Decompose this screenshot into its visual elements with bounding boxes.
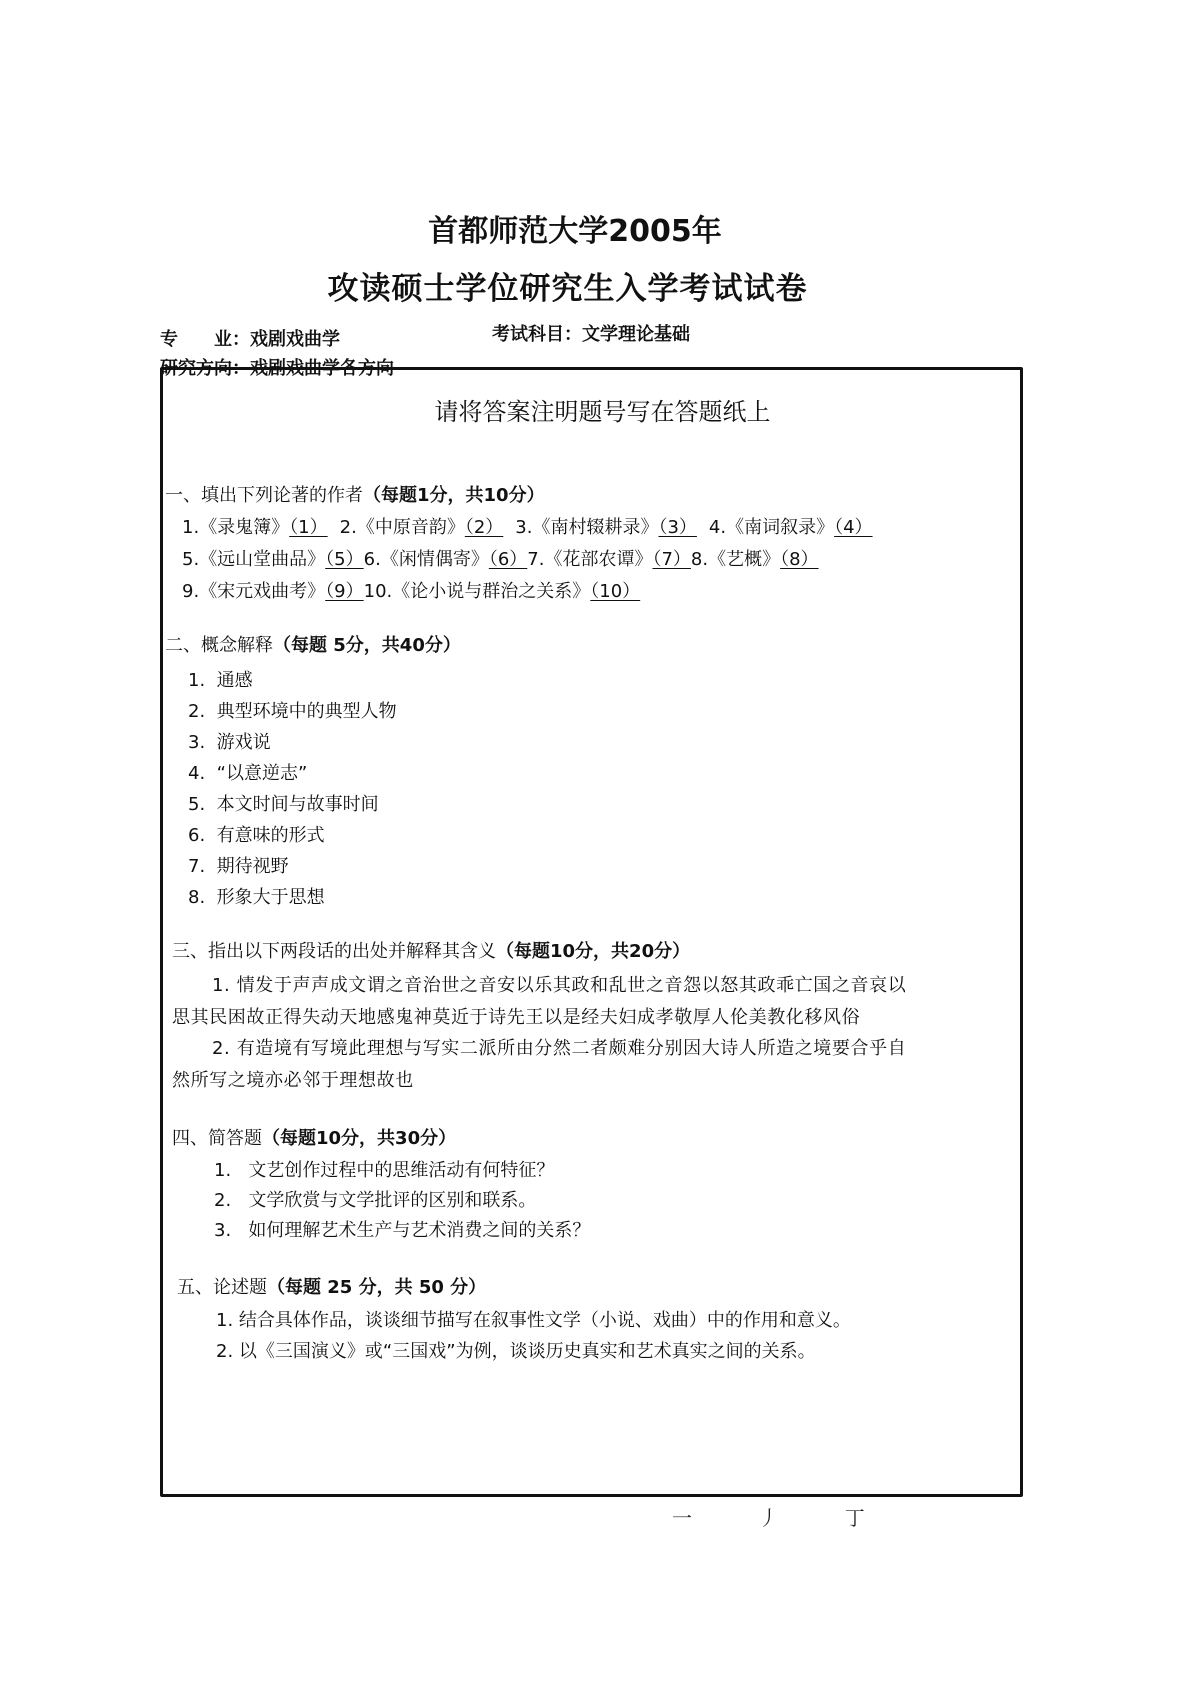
fill-item-work: 《宋元戏曲考》 xyxy=(199,581,326,602)
direction-label: 研究方向： xyxy=(160,358,250,379)
answer-blank: （9） xyxy=(325,581,364,602)
answer-blank: （6） xyxy=(488,549,528,570)
fill-item-num: 7. xyxy=(527,549,545,570)
section-4-title: 四、简答题 xyxy=(172,1128,262,1149)
section-3-title: 三、指出以下两段话的出处并解释其含义 xyxy=(172,941,496,962)
answer-blank: （5） xyxy=(325,549,364,570)
fill-item-num: 5. xyxy=(182,549,200,570)
fill-item-num: 6. xyxy=(363,549,381,570)
answer-instruction: 请将答案注明题号写在答题纸上 xyxy=(434,398,771,426)
fill-item-work: 《中原音韵》 xyxy=(356,517,465,538)
item-text: 结合具体作品，谈谈细节描写在叙事性文学（小说、戏曲）中的作用和意义。 xyxy=(238,1310,851,1331)
list-item xyxy=(188,790,379,816)
item-text: 以《三国演义》或“三国戏”为例，谈谈历史真实和艺术真实之间的关系。 xyxy=(238,1341,816,1362)
list-item xyxy=(214,1156,554,1182)
item-text: 通感 xyxy=(216,670,253,691)
fill-item-work: 《录鬼簿》 xyxy=(199,517,290,538)
section-2-title: 二、概念解释 xyxy=(165,635,273,656)
fill-item-work: 《艺概》 xyxy=(708,549,781,570)
fill-line-3 xyxy=(182,577,640,603)
list-item xyxy=(188,759,307,785)
fill-item-num: 2. xyxy=(339,517,357,538)
item-text: 典型环境中的典型人物 xyxy=(216,701,397,722)
quote-1-line-1: 1. 情发于声声成文谓之音治世之音安以乐其政和乱世之音怨以怒其政乖亡国之音哀以 xyxy=(212,975,907,996)
item-number: 3. xyxy=(188,732,206,753)
answer-blank: （2） xyxy=(464,517,504,538)
list-item xyxy=(188,821,325,847)
answer-blank: （4） xyxy=(834,517,873,538)
section-5-points: （每题 25 分，共 50 分） xyxy=(267,1277,487,1298)
fill-item-num: 9. xyxy=(182,581,200,602)
item-number: 1. xyxy=(214,1160,232,1181)
section-4-heading xyxy=(172,1124,456,1150)
fill-item-num: 3. xyxy=(515,517,533,538)
section-5-title: 五、论述题 xyxy=(177,1277,267,1298)
answer-blank: （7） xyxy=(652,549,691,570)
section-5-heading xyxy=(177,1273,486,1299)
fill-item-work: 《南村辍耕录》 xyxy=(532,517,659,538)
subject-info xyxy=(492,320,690,346)
item-text: 期待视野 xyxy=(216,856,289,877)
item-text: 形象大于思想 xyxy=(216,887,325,908)
item-text: “以意逆志” xyxy=(216,763,308,784)
fill-item-work: 《论小说与群治之关系》 xyxy=(392,581,591,602)
fill-item-num: 1. xyxy=(182,517,200,538)
list-item xyxy=(188,666,253,692)
list-item xyxy=(188,883,325,909)
list-item xyxy=(214,1216,590,1242)
item-number: 2. xyxy=(216,1341,234,1362)
list-item xyxy=(188,728,271,754)
quote-2-line-1: 2. 有造境有写境此理想与写实二派所由分然二者颇难分别因大诗人所造之境要合乎自 xyxy=(212,1038,907,1059)
subject-value: 文学理论基础 xyxy=(582,324,690,345)
answer-blank: （3） xyxy=(658,517,697,538)
major-value: 戏剧戏曲学 xyxy=(250,329,340,350)
direction-value: 戏剧戏曲学各方向 xyxy=(250,358,394,379)
fill-line-1 xyxy=(182,513,873,539)
list-item xyxy=(188,697,397,723)
section-2-heading xyxy=(165,631,461,657)
fill-item-num: 8. xyxy=(690,549,709,570)
section-2-points: （每题 5分，共40分） xyxy=(273,635,461,656)
item-number: 8. xyxy=(188,887,206,908)
fill-item-work: 《花部农谭》 xyxy=(544,549,653,570)
major-info xyxy=(160,325,340,351)
item-text: 游戏说 xyxy=(216,732,271,753)
list-item xyxy=(214,1186,536,1212)
answer-blank: （1） xyxy=(289,517,328,538)
item-text: 有意味的形式 xyxy=(216,825,325,846)
exam-title-paper: 攻读硕士学位研究生入学考试试卷 xyxy=(327,271,808,307)
fill-item-num: 10. xyxy=(363,581,393,602)
answer-blank: （10） xyxy=(590,581,641,602)
quote-1-line-2: 思其民困故正得失动天地感鬼神莫近于诗先王以是经夫妇成孝敬厚人伦美教化移风俗 xyxy=(172,1007,861,1028)
section-1-points: （每题1分，共10分） xyxy=(363,485,545,506)
page-footer-marks: 一 丿 丁 xyxy=(672,1506,895,1530)
major-label: 专 业： xyxy=(160,329,250,350)
section-4-points: （每题10分，共30分） xyxy=(262,1128,457,1149)
list-item xyxy=(216,1337,816,1363)
subject-label: 考试科目： xyxy=(492,324,582,345)
item-number: 6. xyxy=(188,825,206,846)
list-item xyxy=(188,852,289,878)
item-number: 1. xyxy=(216,1310,234,1331)
exam-title-school: 首都师范大学2005年 xyxy=(428,214,722,249)
fill-item-work: 《南词叙录》 xyxy=(726,517,835,538)
item-number: 5. xyxy=(188,794,206,815)
item-text: 文学欣赏与文学批评的区别和联系。 xyxy=(248,1190,537,1211)
section-3-points: （每题10分，共20分） xyxy=(496,941,691,962)
item-text: 本文时间与故事时间 xyxy=(216,794,379,815)
section-1-title: 一、填出下列论著的作者 xyxy=(165,485,363,506)
fill-item-work: 《闲情偶寄》 xyxy=(380,549,489,570)
list-item xyxy=(216,1306,851,1332)
answer-blank: （8） xyxy=(780,549,819,570)
item-number: 1. xyxy=(188,670,206,691)
item-number: 4. xyxy=(188,763,206,784)
quote-2-line-2: 然所写之境亦必邻于理想故也 xyxy=(172,1070,414,1091)
item-number: 2. xyxy=(214,1190,232,1211)
fill-item-num: 4. xyxy=(708,517,727,538)
section-1-heading xyxy=(165,481,545,507)
item-text: 文艺创作过程中的思维活动有何特征？ xyxy=(248,1160,555,1181)
item-number: 2. xyxy=(188,701,206,722)
section-3-heading xyxy=(172,937,690,963)
item-text: 如何理解艺术生产与艺术消费之间的关系？ xyxy=(248,1220,591,1241)
item-number: 3. xyxy=(214,1220,232,1241)
item-number: 7. xyxy=(188,856,206,877)
fill-item-work: 《远山堂曲品》 xyxy=(199,549,326,570)
fill-line-2 xyxy=(182,545,819,571)
